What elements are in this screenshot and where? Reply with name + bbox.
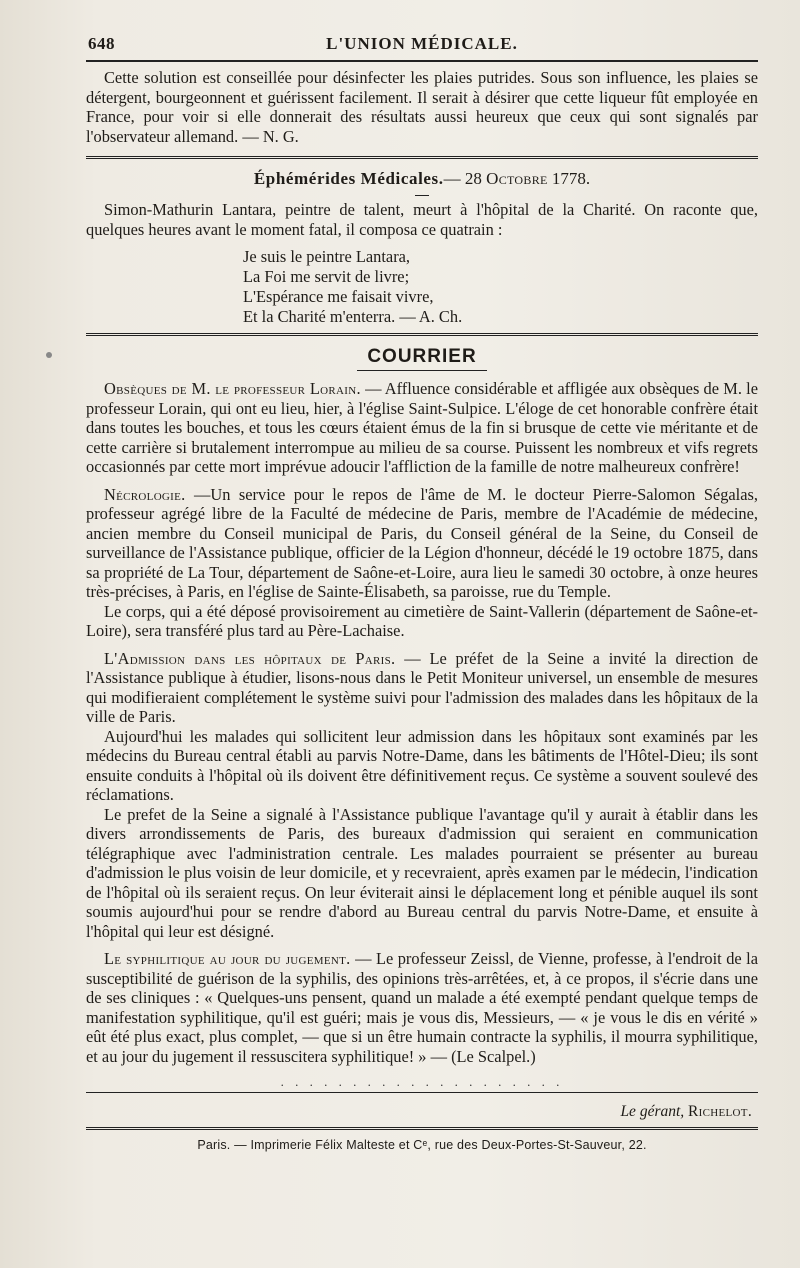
news-item-admission <box>86 649 758 727</box>
ephemerides-date-prefix: — 28 <box>443 169 487 188</box>
footer-rule <box>86 1092 758 1093</box>
quatrain <box>243 247 758 327</box>
news-body: —Un service pour le repos de l'âme de M. le docteur Pierre-Salomon Ségalas, professeur agrégé libre de la Faculté de médecine de Paris, membre de l'Académie de médecine, ancien membre du Conseil municipal de Paris, du Conseil général de la Seine, du Conseil de surveillance de l'Assistance publique, officier de la Légion d'honneur, décédé le 19 octobre 1875, dans sa propriété de La Tour, département de Saône-et-Loire, aura lieu le samedi 30 octobre, à onze heures très-précises, à Paris, en l'église de Sainte-Élisabeth, sa paroisse, rue du Temple. <box>86 484 758 601</box>
news-item-syphilitique <box>86 949 758 1066</box>
page-number: 648 <box>88 34 115 53</box>
ephemerides-date-year: 1778. <box>547 169 591 188</box>
news-heading: Nécrologie. <box>104 484 186 504</box>
news-item-obseques <box>86 379 758 477</box>
quatrain-line: L'Espérance me faisait vivre, <box>243 287 434 306</box>
ephemerides-title: Éphémérides Médicales. <box>253 169 444 188</box>
journal-title: L'UNION MÉDICALE. <box>326 34 518 53</box>
intro-paragraph: Cette solution est conseillée pour désinfecter les plaies putrides. Sous son influence, les plaies se détergent, bourgeonnent et guérissent facilement. Il serait à désirer que cette liqueur fût employée en France, pour voir si elle donnerait des résultats aussi heureux que ceux qui sont signalés par l'observateur allemand. — N. G. <box>86 68 758 146</box>
ephemerides-paragraph: Simon-Mathurin Lantara, peintre de talent, meurt à l'hôpital de la Charité. On raconte que, quelques heures avant le moment fatal, il composa ce quatrain : <box>86 200 758 239</box>
news-paragraph: Aujourd'hui les malades qui sollicitent leur admission dans les hôpitaux sont examinés par les médecins du Bureau central établi au parvis Notre-Dame, dans les bâtiments de l'Hôtel-Dieu; ils sont ensuite conduits à l'hôpital où ils doivent être définitivement reçus. Ce système a souvent soulevé des réclamations. <box>86 726 758 804</box>
section-divider <box>86 333 758 336</box>
ephemerides-heading <box>86 169 758 189</box>
news-paragraph: Le prefet de la Seine a signalé à l'Assistance publique l'avantage qu'il y aurait à établir dans les divers arrondissements de Paris, des bureaux d'admission qui seraient en communication télégraphique avec l'administration centrale. Les malades pourraient se présenter au bureau d'admission le plus voisin de leur domicile, et y recevraient, après examen par le médecin, l'indication de l'hôpital où ils seraient reçus. On leur éviterait ainsi le déplacement long et pénible auquel ils sont soumis aujourd'hui pour se rendre d'abord au Bureau central du parvis Notre-Dame, et ensuite à l'hôpital qui leur est désigné. <box>86 804 758 941</box>
news-body: — Le préfet de la Seine a invité la direction de l'Assistance publique à étudier, lisons-nous dans le Petit Moniteur universel, un ensemble de mesures qui modifieraient complétement le système suivi pour l'admission des malades dans les hôpitaux de la ville de Paris. <box>86 648 758 726</box>
separator-dots: . . . . . . . . . . . . . . . . . . . . <box>280 1074 564 1089</box>
news-body: — Affluence considérable et affligée aux obsèques de M. le professeur Lorain, qui ont eu lieu, hier, à l'église Saint-Sulpice. L'éloge de cet honorable confrère était dans toutes les bouches, et tous les cœurs étaient émus de la fin si brusque de cette vie méritante et de cette carrière si brutalement interrompue au milieu de sa course. Puissent les nombreux et vifs regrets occasionnés par cette mort imprévue adoucir l'affliction de la famille de notre malheureux confrère! <box>86 379 758 476</box>
news-body: — Le professeur Zeissl, de Vienne, professe, à l'endroit de la susceptibilité de guérison de la syphilis, des opinions très-arrêtées, et, à ce propos, il s'écrie dans une de ses cliniques : « Quelques-uns pensent, quand un malade a été exempté pendant quelque temps de manifestation syphilitique, qu'il est guéri; mais je vous dis, Messieurs, — « je vous le dis en vérité » eût été plus exact, plus complet, — que si un être humain contracte la syphilis, il mourra syphilitique, et au jour du jugement il ressuscitera syphilitique! » — (Le Scalpel.) <box>86 949 759 1066</box>
news-item-necrologie <box>86 485 758 602</box>
printer-imprint: Paris. — Imprimerie Félix Malteste et Cᵉ, rue des Deux-Portes-St-Sauveur, 22. <box>197 1138 647 1152</box>
ephemerides-date-month: Octobre <box>486 169 548 188</box>
news-paragraph: Le corps, qui a été déposé provisoirement au cimetière de Saint-Vallerin (département de Saône-et-Loire), sera transféré plus tard au Père-Lachaise. <box>86 601 758 640</box>
ephemerides-dash <box>415 195 429 196</box>
gerant-name: Richelot. <box>688 1103 752 1120</box>
gerant-label: Le gérant, <box>620 1103 685 1120</box>
news-heading: L'Admission dans les hôpitaux de Paris. <box>104 648 396 668</box>
quatrain-line: Et la Charité m'enterra. — A. Ch. <box>243 307 463 326</box>
news-heading: Obsèques de M. le professeur Lorain. <box>104 379 361 398</box>
quatrain-line: La Foi me servit de livre; <box>243 267 410 286</box>
courrier-underline <box>357 370 487 371</box>
gerant-signature <box>86 1103 752 1121</box>
imprint-rule <box>86 1127 758 1130</box>
news-heading: Le syphilitique au jour du jugement. <box>104 949 351 968</box>
running-header <box>86 28 758 60</box>
courrier-title: COURRIER <box>367 346 477 367</box>
quatrain-line: Je suis le peintre Lantara, <box>243 247 411 266</box>
text-column <box>86 28 758 1152</box>
section-divider <box>86 156 758 159</box>
margin-mark <box>46 352 52 358</box>
